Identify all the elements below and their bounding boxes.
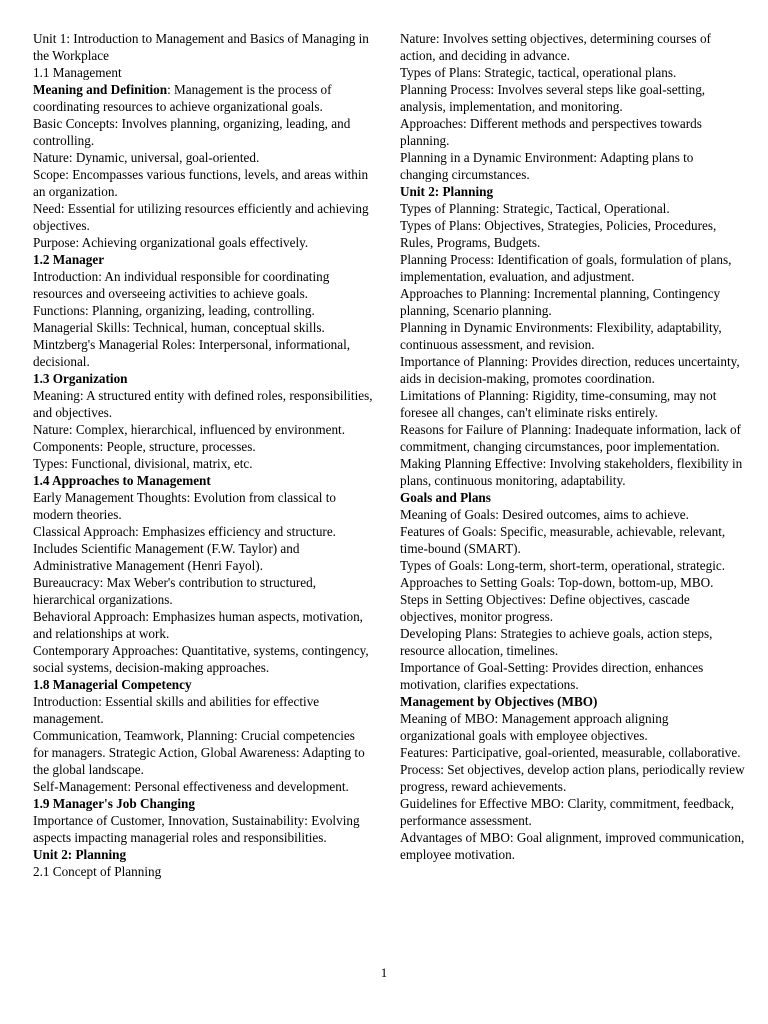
- paragraph-line: Nature: Complex, hierarchical, influenced by environment.: [33, 422, 345, 437]
- paragraph-line: Components: People, structure, processes.: [33, 439, 256, 454]
- section-heading: 1.4 Approaches to Management: [33, 473, 211, 488]
- paragraph-line: Early Management Thoughts: Evolution from classical to modern theories.: [33, 490, 337, 522]
- paragraph-line: Importance of Planning: Provides direction, reduces uncertainty, aids in decision-making, promotes coordination.: [400, 354, 740, 386]
- left-column: [33, 30, 373, 880]
- section-heading: 1.2 Manager: [33, 252, 105, 267]
- paragraph-line: Approaches to Setting Goals: Top-down, bottom-up, MBO.: [400, 575, 714, 590]
- paragraph-line: Making Planning Effective: Involving stakeholders, flexibility in plans, continuous monitoring, adaptability.: [400, 456, 743, 488]
- paragraph-line: Types of Planning: Strategic, Tactical, Operational.: [400, 201, 670, 216]
- paragraph-line: Features of Goals: Specific, measurable, achievable, relevant, time-bound (SMART).: [400, 524, 726, 556]
- paragraph-line: Limitations of Planning: Rigidity, time-consuming, may not foresee all changes, can't eliminate risks entirely.: [400, 388, 717, 420]
- paragraph-line: Reasons for Failure of Planning: Inadequate information, lack of commitment, changing circumstances, poor implementation.: [400, 422, 741, 454]
- paragraph-line: Types of Plans: Objectives, Strategies, Policies, Procedures, Rules, Programs, Budgets.: [400, 218, 717, 250]
- paragraph-line: Planning Process: Involves several steps like goal-setting, analysis, implementation, and monitoring.: [400, 82, 706, 114]
- paragraph-line: 1.1 Management: [33, 65, 122, 80]
- paragraph-line: 2.1 Concept of Planning: [33, 864, 162, 879]
- paragraph-line: Introduction: An individual responsible for coordinating resources and overseeing activities to achieve goals.: [33, 269, 330, 301]
- section-heading: 1.3 Organization: [33, 371, 128, 386]
- section-heading: Unit 2: Planning: [400, 184, 494, 199]
- section-heading: 1.9 Manager's Job Changing: [33, 796, 195, 811]
- paragraph-line: Meaning of Goals: Desired outcomes, aims to achieve.: [400, 507, 689, 522]
- paragraph-line: Behavioral Approach: Emphasizes human aspects, motivation, and relationships at work.: [33, 609, 363, 641]
- section-heading: 1.8 Managerial Competency: [33, 677, 192, 692]
- paragraph-line: Scope: Encompasses various functions, levels, and areas within an organization.: [33, 167, 369, 199]
- paragraph-line: Features: Participative, goal-oriented, measurable, collaborative.: [400, 745, 741, 760]
- paragraph-line: Approaches to Planning: Incremental planning, Contingency planning, Scenario planning.: [400, 286, 721, 318]
- section-heading: Goals and Plans: [400, 490, 491, 505]
- paragraph-line: Guidelines for Effective MBO: Clarity, commitment, feedback, performance assessment.: [400, 796, 734, 828]
- paragraph-line: Process: Set objectives, develop action plans, periodically review progress, reward achievements.: [400, 762, 745, 794]
- paragraph-line: Types: Functional, divisional, matrix, etc.: [33, 456, 253, 471]
- paragraph-line: Types of Plans: Strategic, tactical, operational plans.: [400, 65, 677, 80]
- paragraph-line: Need: Essential for utilizing resources efficiently and achieving objectives.: [33, 201, 369, 233]
- paragraph-line: Unit 1: Introduction to Management and Basics of Managing in the Workplace: [33, 31, 369, 63]
- paragraph-line: Introduction: Essential skills and abilities for effective management.: [33, 694, 320, 726]
- paragraph-line: Developing Plans: Strategies to achieve goals, action steps, resource allocation, timelines.: [400, 626, 713, 658]
- paragraph-line: Advantages of MBO: Goal alignment, improved communication, employee motivation.: [400, 830, 745, 862]
- paragraph-line: Steps in Setting Objectives: Define objectives, cascade objectives, monitor progress.: [400, 592, 690, 624]
- paragraph-line: Nature: Involves setting objectives, determining courses of action, and deciding in advance.: [400, 31, 711, 63]
- section-heading: Unit 2: Planning: [33, 847, 127, 862]
- paragraph-line: Purpose: Achieving organizational goals effectively.: [33, 235, 309, 250]
- paragraph-line: Nature: Dynamic, universal, goal-oriented.: [33, 150, 260, 165]
- bold-term: Meaning and Definition: [33, 82, 168, 97]
- section-heading: Management by Objectives (MBO): [400, 694, 598, 709]
- paragraph-line: Classical Approach: Emphasizes efficiency and structure. Includes Scientific Management (F.W. Taylor) and Administrative Management (Henri Fayol).: [33, 524, 336, 573]
- right-column: [400, 30, 745, 863]
- paragraph-line: Functions: Planning, organizing, leading, controlling.: [33, 303, 315, 318]
- paragraph-line: Importance of Goal-Setting: Provides direction, enhances motivation, clarifies expectations.: [400, 660, 704, 692]
- paragraph-line: Planning in Dynamic Environments: Flexibility, adaptability, continuous assessment, and revision.: [400, 320, 722, 352]
- paragraph-line: Mintzberg's Managerial Roles: Interpersonal, informational, decisional.: [33, 337, 351, 369]
- term-definition: : Management is the process of coordinating resources to achieve organizational goals.: [33, 82, 332, 114]
- paragraph-line: Approaches: Different methods and perspectives towards planning.: [400, 116, 702, 148]
- paragraph-line: Planning Process: Identification of goals, formulation of plans, implementation, evaluation, and adjustment.: [400, 252, 732, 284]
- paragraph-line: Managerial Skills: Technical, human, conceptual skills.: [33, 320, 325, 335]
- paragraph-line: Planning in a Dynamic Environment: Adapting plans to changing circumstances.: [400, 150, 694, 182]
- paragraph-line: Self-Management: Personal effectiveness and development.: [33, 779, 349, 794]
- paragraph-line: Basic Concepts: Involves planning, organizing, leading, and controlling.: [33, 116, 351, 148]
- paragraph-line: Importance of Customer, Innovation, Sustainability: Evolving aspects impacting managerial roles and responsibilities.: [33, 813, 360, 845]
- paragraph-line: Contemporary Approaches: Quantitative, systems, contingency, social systems, decision-making approaches.: [33, 643, 369, 675]
- paragraph-line: [33, 81, 373, 115]
- paragraph-line: Meaning: A structured entity with defined roles, responsibilities, and objectives.: [33, 388, 373, 420]
- paragraph-line: Bureaucracy: Max Weber's contribution to structured, hierarchical organizations.: [33, 575, 317, 607]
- page-number: 1: [380, 965, 388, 980]
- paragraph-line: Communication, Teamwork, Planning: Crucial competencies for managers. Strategic Action, Global Awareness: Adapting to the global landscape.: [33, 728, 365, 777]
- paragraph-line: Types of Goals: Long-term, short-term, operational, strategic.: [400, 558, 726, 573]
- paragraph-line: Meaning of MBO: Management approach aligning organizational goals with employee objectives.: [400, 711, 669, 743]
